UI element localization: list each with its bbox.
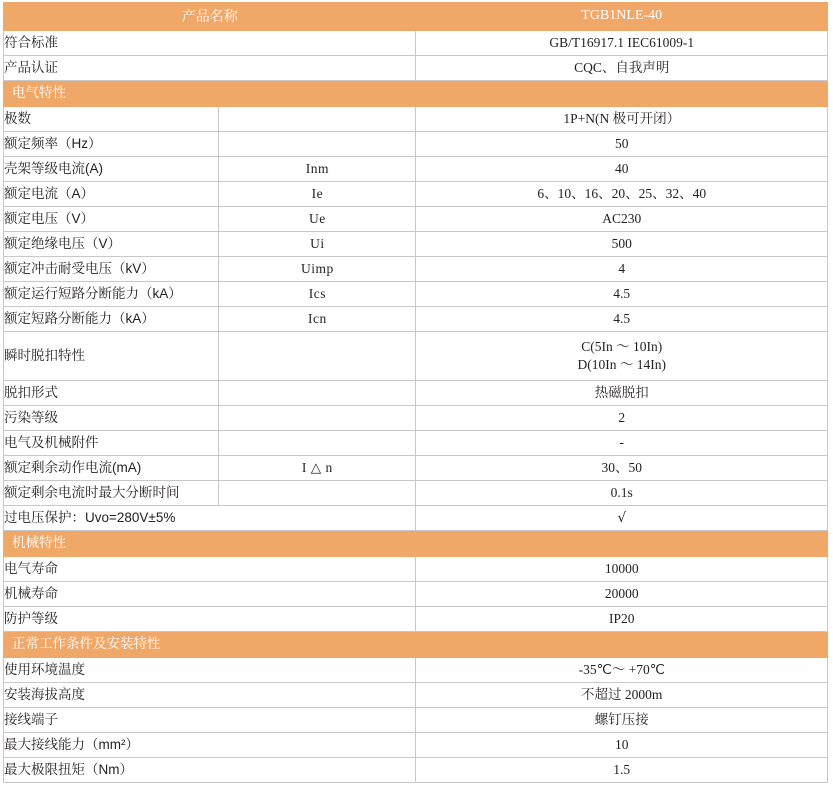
section-header-operating-conditions bbox=[4, 632, 828, 658]
row-label: 额定绝缘电压（V） bbox=[4, 232, 219, 257]
row-label: 最大接线能力（mm²） bbox=[4, 733, 416, 758]
row-symbol bbox=[219, 406, 416, 431]
table-row bbox=[4, 157, 828, 182]
row-label: 电气寿命 bbox=[4, 557, 416, 582]
table-row bbox=[4, 282, 828, 307]
table-row bbox=[4, 582, 828, 607]
table-row bbox=[4, 557, 828, 582]
row-value-line-1: C(5In ～ 10In) bbox=[581, 338, 663, 354]
row-value: 20000 bbox=[416, 582, 828, 607]
row-symbol: I △ n bbox=[219, 456, 416, 481]
table-row bbox=[4, 506, 828, 531]
table-row bbox=[4, 332, 828, 381]
table-row bbox=[4, 257, 828, 282]
table-row bbox=[4, 758, 828, 783]
row-label: 额定电流（A） bbox=[4, 182, 219, 207]
row-value: 不超过 2000m bbox=[416, 683, 828, 708]
row-label: 额定冲击耐受电压（kV） bbox=[4, 257, 219, 282]
row-label: 极数 bbox=[4, 107, 219, 132]
table-row bbox=[4, 481, 828, 506]
section-title: 正常工作条件及安装特性 bbox=[4, 632, 828, 658]
product-specification-table bbox=[3, 2, 828, 783]
row-symbol: Icn bbox=[219, 307, 416, 332]
row-value: 10 bbox=[416, 733, 828, 758]
table-row bbox=[4, 207, 828, 232]
row-label: 最大极限扭矩（Nm） bbox=[4, 758, 416, 783]
row-symbol bbox=[219, 381, 416, 406]
row-label: 过电压保护：Uvo=280V±5% bbox=[4, 506, 416, 531]
table-header-row bbox=[4, 3, 828, 31]
row-symbol: Ue bbox=[219, 207, 416, 232]
row-value: GB/T16917.1 IEC61009-1 bbox=[416, 31, 828, 56]
row-value: 40 bbox=[416, 157, 828, 182]
row-label: 额定频率（Hz） bbox=[4, 132, 219, 157]
table-row bbox=[4, 607, 828, 632]
row-label: 额定剩余电流时最大分断时间 bbox=[4, 481, 219, 506]
row-label: 污染等级 bbox=[4, 406, 219, 431]
table-row bbox=[4, 708, 828, 733]
row-value: 50 bbox=[416, 132, 828, 157]
row-label: 脱扣形式 bbox=[4, 381, 219, 406]
row-symbol: Inm bbox=[219, 157, 416, 182]
row-label: 电气及机械附件 bbox=[4, 431, 219, 456]
section-header-mechanical bbox=[4, 531, 828, 557]
row-value: AC230 bbox=[416, 207, 828, 232]
row-label: 使用环境温度 bbox=[4, 658, 416, 683]
row-label: 防护等级 bbox=[4, 607, 416, 632]
row-symbol: Uimp bbox=[219, 257, 416, 282]
row-symbol bbox=[219, 481, 416, 506]
row-value: 螺钉压接 bbox=[416, 708, 828, 733]
row-label: 额定运行短路分断能力（kA） bbox=[4, 282, 219, 307]
row-value: CQC、自我声明 bbox=[416, 56, 828, 81]
row-value: 500 bbox=[416, 232, 828, 257]
row-symbol: Ics bbox=[219, 282, 416, 307]
table-row bbox=[4, 56, 828, 81]
header-product-model: TGB1NLE-40 bbox=[416, 3, 828, 31]
row-label: 额定短路分断能力（kA） bbox=[4, 307, 219, 332]
table-row bbox=[4, 733, 828, 758]
table-row bbox=[4, 31, 828, 56]
section-title: 电气特性 bbox=[4, 81, 828, 107]
section-header-electrical bbox=[4, 81, 828, 107]
table-row bbox=[4, 182, 828, 207]
row-value: 热磁脱扣 bbox=[416, 381, 828, 406]
table-row bbox=[4, 683, 828, 708]
row-symbol bbox=[219, 132, 416, 157]
row-value: √ bbox=[416, 506, 828, 531]
row-symbol bbox=[219, 431, 416, 456]
row-value: 1.5 bbox=[416, 758, 828, 783]
row-value: IP20 bbox=[416, 607, 828, 632]
section-title: 机械特性 bbox=[4, 531, 828, 557]
table-row bbox=[4, 307, 828, 332]
row-symbol bbox=[219, 107, 416, 132]
table-row bbox=[4, 132, 828, 157]
row-label: 机械寿命 bbox=[4, 582, 416, 607]
row-value: 4.5 bbox=[416, 282, 828, 307]
row-symbol: Ie bbox=[219, 182, 416, 207]
table-row bbox=[4, 381, 828, 406]
row-value: - bbox=[416, 431, 828, 456]
row-label: 符合标准 bbox=[4, 31, 416, 56]
table-row bbox=[4, 456, 828, 481]
row-label: 产品认证 bbox=[4, 56, 416, 81]
row-value: 10000 bbox=[416, 557, 828, 582]
row-label: 额定剩余动作电流(mA) bbox=[4, 456, 219, 481]
header-product-name: 产品名称 bbox=[4, 3, 416, 31]
row-value bbox=[416, 332, 828, 381]
row-value: 4 bbox=[416, 257, 828, 282]
table-row bbox=[4, 232, 828, 257]
row-value: 2 bbox=[416, 406, 828, 431]
row-value: 30、50 bbox=[416, 456, 828, 481]
table-row bbox=[4, 406, 828, 431]
row-label: 瞬时脱扣特性 bbox=[4, 332, 219, 381]
table-row bbox=[4, 431, 828, 456]
row-value: 4.5 bbox=[416, 307, 828, 332]
row-label: 额定电压（V） bbox=[4, 207, 219, 232]
row-value: -35℃～ +70℃ bbox=[416, 658, 828, 683]
row-value: 6、10、16、20、25、32、40 bbox=[416, 182, 828, 207]
row-value-line-2: D(10In ～ 14In) bbox=[577, 357, 666, 372]
table-row bbox=[4, 107, 828, 132]
row-symbol: Ui bbox=[219, 232, 416, 257]
row-label: 安装海拔高度 bbox=[4, 683, 416, 708]
row-symbol bbox=[219, 332, 416, 381]
row-value: 1P+N(N 极可开闭） bbox=[416, 107, 828, 132]
row-label: 接线端子 bbox=[4, 708, 416, 733]
row-label: 壳架等级电流(A) bbox=[4, 157, 219, 182]
row-value: 0.1s bbox=[416, 481, 828, 506]
table-row bbox=[4, 658, 828, 683]
